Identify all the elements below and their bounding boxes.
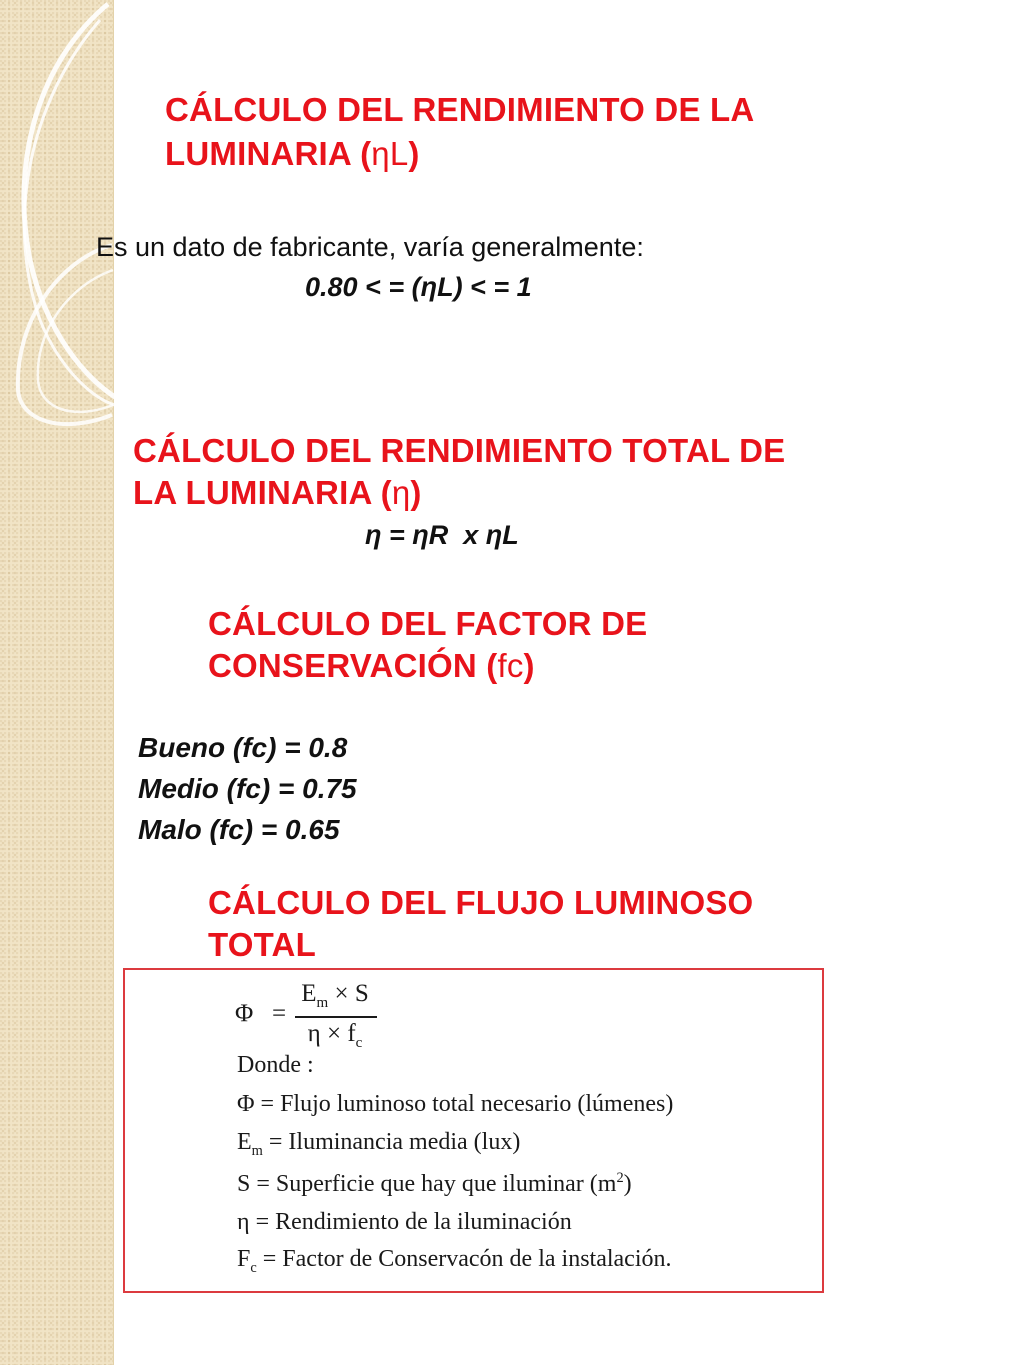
title-line: CÁLCULO DEL FACTOR DE [208,605,648,642]
manufacturer-note: Es un dato de fabricante, varía generalmente: [96,232,644,262]
formula-phi: Φ [235,1000,254,1027]
def-sub: m [251,1142,263,1159]
decorative-side-strip [0,0,114,1365]
def-symbol: F [237,1246,251,1272]
definition-fc [237,1246,672,1277]
luminous-flux-formula-box [123,968,824,1293]
def-symbol: S [237,1171,251,1197]
title-symbol: fc [497,647,524,684]
donde-label: Donde : [237,1052,314,1078]
total-efficiency-formula: η = ηR x ηL [365,520,519,550]
factor-value-malo: Malo (fc) = 0.65 [138,814,340,845]
title-close: ) [410,474,422,511]
def-sub: c [250,1259,257,1276]
def-symbol: η [237,1209,250,1235]
title-line: CONSERVACIÓN ( [208,647,498,684]
definition-em [237,1129,520,1160]
formula-denominator [295,1020,375,1052]
title-line: CÁLCULO DEL RENDIMIENTO TOTAL DE [133,432,786,469]
factor-value-medio: Medio (fc) = 0.75 [138,773,357,804]
section-title-flujo-luminoso [208,882,753,966]
def-text-end: ) [623,1171,632,1197]
numerator-sub: m [316,995,329,1011]
title-symbol: ηL [371,135,409,172]
title-close: ) [408,135,420,172]
definition-phi [237,1091,673,1118]
formula-equals: = [272,1000,287,1027]
fraction-bar [295,1016,377,1018]
definition-eta [237,1209,572,1236]
section-title-factor-conservacion [208,603,647,687]
numerator-e: E [301,980,317,1007]
title-line: CÁLCULO DEL FLUJO LUMINOSO [208,884,754,921]
def-text: = Iluminancia media (lux) [262,1129,521,1155]
formula-numerator [295,980,375,1012]
denominator-main: η × f [307,1020,356,1047]
def-sup: 2 [616,1170,624,1186]
def-text: = Factor de Conservacón de la instalación. [256,1246,672,1272]
def-text: = Superficie que hay que iluminar (m [250,1171,617,1197]
section-title-rendimiento-luminaria [165,88,754,176]
title-line: CÁLCULO DEL RENDIMIENTO DE LA [165,91,755,128]
def-text: = Rendimiento de la iluminación [249,1209,572,1235]
efficiency-range: 0.80 < = (ηL) < = 1 [305,272,532,302]
title-symbol: η [391,474,411,511]
def-symbol: Φ [237,1091,255,1117]
title-line: LA LUMINARIA ( [133,474,392,511]
title-line: TOTAL [208,926,316,963]
definition-s [237,1170,632,1198]
def-symbol: E [237,1129,252,1155]
section-title-rendimiento-total [133,430,785,514]
title-close: ) [523,647,535,684]
denominator-sub: c [355,1035,363,1051]
title-line: LUMINARIA ( [165,135,372,172]
numerator-rest: × S [328,980,369,1007]
def-text: = Flujo luminoso total necesario (lúmenes) [254,1091,674,1117]
factor-value-bueno: Bueno (fc) = 0.8 [138,732,348,763]
luminous-flux-formula [235,980,495,1050]
